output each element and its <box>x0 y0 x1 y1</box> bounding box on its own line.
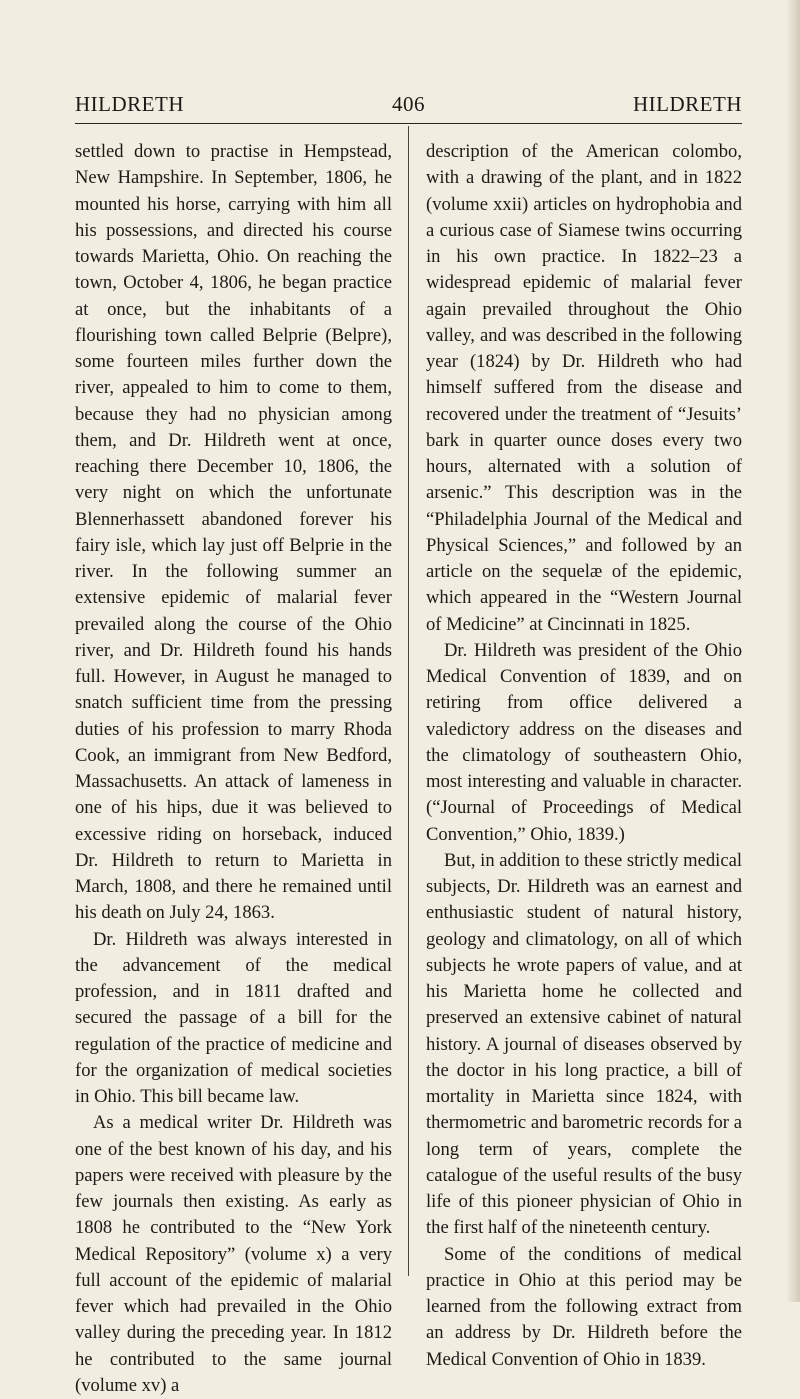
header-left-name: HILDRETH <box>75 92 184 116</box>
page-number: 406 <box>392 92 425 116</box>
left-column <box>75 139 392 1399</box>
left-paragraph-2: Dr. Hildreth was always interested in the advancement of the medical profession, and in 1811 drafted and secured the passage of a bill for the regulation of the practice of medicine and for the organization of medical societies in Ohio. This bill became law. <box>75 928 392 1107</box>
right-paragraph-1: description of the American colombo, with a drawing of the plant, and in 1822 (volume xxii) articles on hydrophobia and a curious case of Siamese twins occurring in his own practice. In 1822–23 a widespread epidemic of malarial fever again prevailed throughout the Ohio valley, and was described in the following year (1824) by Dr. Hildreth who had himself suffered from the disease and recovered under the treatment of “Jesuits’ bark in quarter ounce doses every two hours, alternated with a solution of arsenic.” This description was in the “Philadelphia Journal of the Medical and Physical Sciences,” and followed by an article on the sequelæ of the epidemic, which appeared in the “Western Journal of Medicine” at Cincinnati in 1825. <box>426 141 742 635</box>
right-paragraph-4: Some of the conditions of medical practice in Ohio at this period may be learned from the following extract from an address by Dr. Hildreth before the Medical Convention of Ohio in 1839. <box>426 1243 742 1370</box>
right-paragraph-2: Dr. Hildreth was president of the Ohio Medical Convention of 1839, and on retiring from office delivered a valedictory address on the diseases and the climatology of southeastern Ohio, most interesting and valuable in character. (“Journal of Proceedings of Medical Convention,” Ohio, 1839.) <box>426 639 742 845</box>
header-rule <box>75 123 742 124</box>
column-divider <box>408 126 409 1276</box>
right-column <box>426 139 742 1373</box>
left-paragraph-3: As a medical writer Dr. Hildreth was one of the best known of his day, and his papers were received with pleasure by the few journals then existing. As early as 1808 he contributed to the “New York Medical Repository” (volume x) a very full account of the epidemic of malarial fever which had prevailed in the Ohio valley during the preceding year. In 1812 he contributed to the same journal (volume xv) a <box>75 1112 392 1396</box>
right-paragraph-3: But, in addition to these strictly medical subjects, Dr. Hildreth was an earnest and enthusiastic student of natural history, geology and climatology, on all of which subjects he wrote papers of value, and at his Marietta home he collected and preserved an extensive cabinet of natural history. A journal of diseases observed by the doctor in his long practice, a bill of mortality in Marietta since 1824, with thermometric and barometric records for a long term of years, complete the catalogue of the useful results of the busy life of this pioneer physician of Ohio in the first half of the nineteenth century. <box>426 849 742 1239</box>
page-edge-shadow <box>786 0 800 1302</box>
header-right-name: HILDRETH <box>633 92 742 116</box>
left-paragraph-1: settled down to practise in Hempstead, New Hampshire. In September, 1806, he mounted his horse, carrying with him all his possessions, and directed his course towards Marietta, Ohio. On reaching the town, October 4, 1806, he began practice at once, but the inhabitants of a flourishing town called Belprie (Belpre), some fourteen miles further down the river, appealed to him to come to them, because they had no physician among them, and Dr. Hildreth went at once, reaching there December 10, 1806, the very night on which the unfortunate Blennerhassett abandoned forever his fairy isle, which lay just off Belprie in the river. In the following summer an extensive epidemic of malarial fever prevailed along the course of the Ohio river, and Dr. Hildreth found his hands full. However, in August he managed to snatch sufficient time from the pressing duties of his profession to marry Rhoda Cook, an immigrant from New Bedford, Massachusetts. An attack of lameness in one of his hips, due it was believed to excessive riding on horseback, induced Dr. Hildreth to return to Marietta in March, 1808, and there he remained until his death on July 24, 1863. <box>75 141 392 924</box>
running-head <box>75 92 742 120</box>
